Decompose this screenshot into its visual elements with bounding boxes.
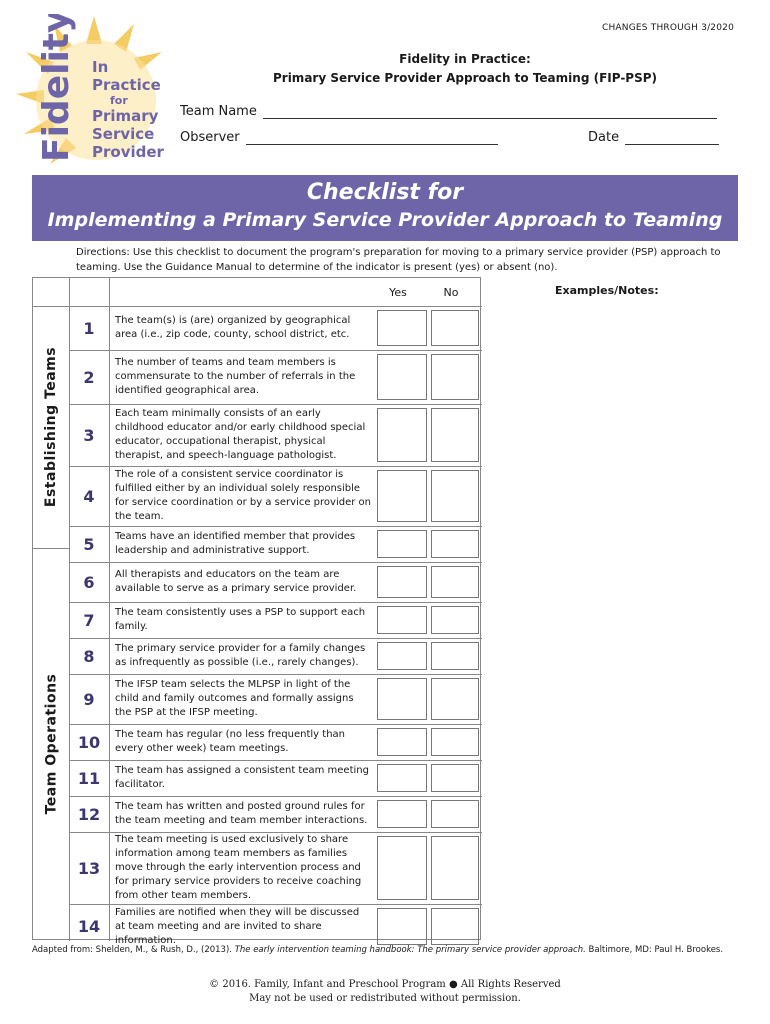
team-name-field[interactable]: [180, 104, 717, 119]
team-name-line[interactable]: [263, 105, 717, 119]
document-subtitle: Primary Service Provider Approach to Teaming (FIP-PSP): [272, 71, 658, 85]
item-text: All therapists and educators on the team are available to serve as a primary service provider.: [115, 569, 357, 594]
item-number: 12: [77, 804, 101, 824]
item-text: The team has regular (no less frequently than every other week) team meetings.: [115, 729, 346, 754]
checklist-row: [69, 306, 482, 350]
checklist-row: [69, 674, 482, 724]
checklist-row: [69, 526, 482, 562]
item-text: Each team minimally consists of an early childhood educator and/or early childhood special educator, occupational therapist, physical therapist, and speech-language pathologist.: [115, 408, 366, 461]
yes-checkbox[interactable]: [377, 678, 427, 720]
item-text: The primary service provider for a family changes as infrequently as possible (i.e., rarely changes).: [115, 643, 366, 668]
item-text: The team meeting is used exclusively to share information among team members as families move through the early intervention process and for primary service providers to receive coaching from other team members.: [115, 834, 362, 901]
banner-line1: Checklist for: [306, 180, 464, 205]
svg-text:Service: Service: [92, 125, 155, 143]
svg-text:Provider: Provider: [92, 143, 164, 161]
sun-logo-icon: [14, 14, 174, 174]
document-title: Fidelity in Practice:: [399, 52, 531, 66]
item-number: 14: [77, 917, 101, 936]
item-number: 1: [83, 318, 95, 338]
copyright-line2: May not be used or redistributed without permission.: [249, 993, 521, 1004]
checklist-row: [69, 638, 482, 674]
date-label: Date: [588, 130, 620, 145]
observer-label: Observer: [180, 130, 240, 145]
yes-checkbox[interactable]: [377, 354, 427, 400]
yes-checkbox[interactable]: [377, 566, 427, 598]
no-checkbox[interactable]: [431, 764, 479, 792]
no-checkbox[interactable]: [431, 908, 479, 945]
no-header: No: [443, 285, 459, 299]
no-checkbox[interactable]: [431, 354, 479, 400]
changes-date: CHANGES THROUGH 3/2020: [601, 23, 734, 33]
item-number: 9: [83, 689, 95, 709]
svg-text:for: for: [110, 94, 128, 107]
item-text: Teams have an identified member that provides leadership and administrative support.: [115, 531, 356, 556]
checklist-banner: [32, 175, 738, 241]
yes-checkbox[interactable]: [377, 908, 427, 945]
yes-checkbox[interactable]: [377, 470, 427, 522]
no-checkbox[interactable]: [431, 530, 479, 558]
yes-checkbox[interactable]: [377, 728, 427, 756]
checklist-row: [69, 562, 482, 602]
svg-text:Practice: Practice: [92, 76, 161, 94]
checklist-row: [69, 832, 482, 904]
no-checkbox[interactable]: [431, 642, 479, 670]
yes-checkbox[interactable]: [377, 836, 427, 900]
item-number: 6: [83, 572, 95, 592]
copyright-notice: [0, 978, 770, 1006]
item-text: The IFSP team selects the MLPSP in light of the child and family outcomes and formally assigns the PSP at the IFSP meeting.: [115, 679, 354, 718]
adapted-citation: Adapted from: Shelden, M., & Rush, D., (2013). The early intervention teaming handbook: The primary service provider approach. Baltimore, MD: Paul H. Brookes.: [32, 945, 724, 955]
copyright-line1: © 2016. Family, Infant and Preschool Program ● All Rights Reserved: [209, 979, 561, 990]
item-number: 3: [83, 425, 95, 445]
checklist-table: [32, 277, 481, 946]
yes-checkbox[interactable]: [377, 408, 427, 462]
item-number: 5: [83, 534, 95, 554]
no-checkbox[interactable]: [431, 606, 479, 634]
no-checkbox[interactable]: [431, 800, 479, 828]
no-checkbox[interactable]: [431, 728, 479, 756]
checklist-row: [69, 404, 482, 466]
item-number: 8: [83, 646, 95, 666]
section-establishing-teams: Establishing Teams: [43, 346, 60, 508]
no-checkbox[interactable]: [431, 836, 479, 900]
item-number: 2: [83, 367, 95, 387]
no-checkbox[interactable]: [431, 310, 479, 346]
yes-checkbox[interactable]: [377, 642, 427, 670]
item-text: The team has written and posted ground rules for the team meeting and team member interactions.: [115, 801, 368, 826]
observer-line[interactable]: [246, 131, 498, 145]
checklist-row: [69, 350, 482, 404]
item-number: 11: [77, 768, 101, 788]
item-number: 10: [77, 732, 101, 752]
svg-text:Primary: Primary: [92, 107, 159, 125]
yes-checkbox[interactable]: [377, 800, 427, 828]
checklist-row: [69, 796, 482, 832]
yes-header: Yes: [389, 285, 407, 299]
item-text: The team(s) is (are) organized by geographical area (i.e., zip code, county, school district, etc.: [115, 315, 351, 340]
checklist-row: [69, 602, 482, 638]
section-team-operations: Team Operations: [43, 673, 59, 815]
no-checkbox[interactable]: [431, 470, 479, 522]
item-text: The team consistently uses a PSP to support each family.: [115, 607, 366, 632]
team-name-label: Team Name: [180, 104, 257, 119]
yes-checkbox[interactable]: [377, 310, 427, 346]
yes-checkbox[interactable]: [377, 764, 427, 792]
item-number: 7: [83, 610, 95, 630]
item-text: The team has assigned a consistent team meeting facilitator.: [115, 765, 369, 790]
banner-line2: Implementing a Primary Service Provider Approach to Teaming: [47, 209, 723, 231]
item-text: Families are notified when they will be discussed at team meeting and are invited to share information.: [115, 906, 360, 946]
item-number: 13: [77, 858, 101, 878]
item-text: The number of teams and team members is commensurate to the number of referrals in the identified geographical area.: [115, 357, 356, 396]
checklist-row: [69, 904, 482, 949]
date-line[interactable]: [625, 131, 719, 145]
checklist-row: [69, 760, 482, 796]
no-checkbox[interactable]: [431, 566, 479, 598]
date-field[interactable]: [588, 130, 719, 145]
no-checkbox[interactable]: [431, 408, 479, 462]
directions-text: Directions: Use this checklist to document the program's preparation for moving to a primary service provider (PSP) approach to teaming. Use the Guidance Manual to determine of the indicator is present (yes) or absent (no).: [76, 247, 721, 273]
fidelity-logo: [14, 14, 174, 174]
checklist-row: [69, 724, 482, 760]
examples-notes-label: Examples/Notes:: [555, 284, 659, 297]
yes-checkbox[interactable]: [377, 530, 427, 558]
observer-field[interactable]: [180, 130, 498, 145]
logo-big-word: Fidelity: [36, 14, 77, 162]
item-number: 4: [83, 486, 95, 506]
svg-text:In: In: [92, 58, 109, 76]
item-text: The role of a consistent service coordinator is fulfilled either by an individual solely responsible for service coordination or by a service provider on the team.: [115, 469, 371, 522]
yes-checkbox[interactable]: [377, 606, 427, 634]
no-checkbox[interactable]: [431, 678, 479, 720]
checklist-row: [69, 466, 482, 526]
